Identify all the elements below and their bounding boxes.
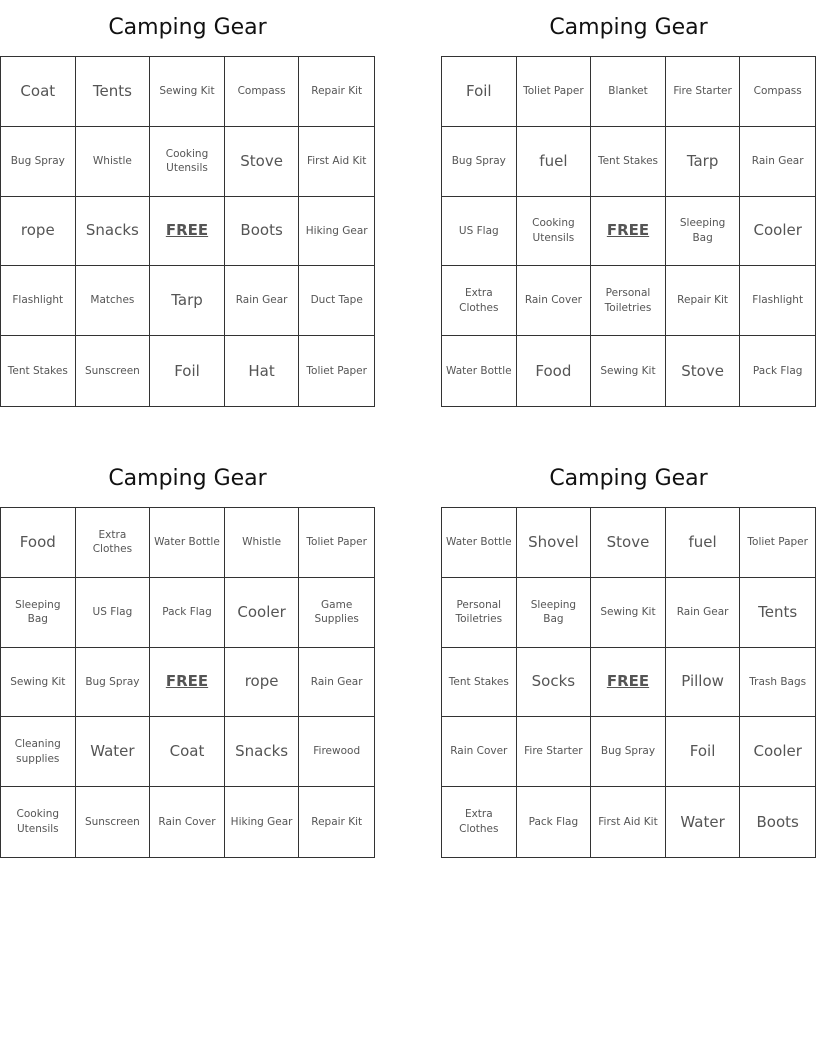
bingo-cell: Whistle (76, 127, 151, 197)
bingo-cell: Compass (225, 57, 300, 127)
bingo-cell: First Aid Kit (299, 127, 374, 197)
bingo-cell: Personal Toiletries (591, 266, 666, 336)
bingo-cell: Toliet Paper (299, 508, 374, 578)
bingo-cell: Pack Flag (752, 364, 803, 377)
bingo-card-4 (441, 464, 816, 859)
bingo-card-3 (0, 464, 375, 859)
bingo-cell: Toliet Paper (740, 508, 815, 578)
bingo-cell: Matches (76, 266, 151, 336)
bingo-cell: Whistle (225, 508, 300, 578)
bingo-cell: Stove (225, 127, 300, 197)
bingo-card-2 (441, 13, 816, 408)
free-space: FREE (591, 197, 666, 267)
bingo-cell: Tents (740, 578, 815, 648)
card-title: Camping Gear (108, 466, 267, 491)
bingo-cell: Cooking Utensils (150, 127, 225, 197)
bingo-cell: Shovel (517, 508, 592, 578)
bingo-cell: Pack Flag (517, 787, 592, 857)
bingo-cell: Trash Bags (740, 648, 815, 718)
bingo-cell: Foil (150, 336, 225, 406)
bingo-cell: Food (517, 336, 592, 406)
bingo-cell: Personal Toiletries (442, 578, 517, 648)
bingo-cell: Sleeping Bag (666, 197, 741, 267)
bingo-cell: Sunscreen (76, 336, 151, 406)
bingo-cell: Rain Gear (666, 578, 741, 648)
bingo-cell: Bug Spray (591, 717, 666, 787)
bingo-cell: Coat (1, 57, 76, 127)
bingo-cell: Boots (756, 812, 799, 831)
bingo-cell: Repair Kit (666, 266, 741, 336)
bingo-cell: Tent Stakes (591, 127, 666, 197)
bingo-cell: Hat (225, 336, 300, 406)
bingo-cell: Extra Clothes (76, 508, 151, 578)
bingo-cell: Tent Stakes (442, 648, 517, 718)
bingo-cell: Foil (442, 57, 517, 127)
bingo-cell: Foil (666, 717, 741, 787)
bingo-cell: Rain Cover (442, 717, 517, 787)
bingo-cell: Water Bottle (442, 508, 517, 578)
bingo-cell: Water (666, 787, 741, 857)
bingo-cell: Cooler (740, 197, 815, 267)
bingo-cell: Fire Starter (517, 717, 592, 787)
bingo-cell: Hiking Gear (225, 787, 300, 857)
bingo-cell: Socks (517, 648, 592, 718)
bingo-cell: Hiking Gear (299, 197, 374, 267)
bingo-cell: Rain Cover (150, 787, 225, 857)
bingo-cell: Tents (76, 57, 151, 127)
bingo-grid (0, 507, 375, 858)
free-space: FREE (591, 648, 666, 718)
bingo-grid (441, 56, 816, 407)
bingo-cell: Stove (666, 336, 741, 406)
bingo-cell: Fire Starter (666, 57, 741, 127)
bingo-cell: Pack Flag (150, 578, 225, 648)
card-title: Camping Gear (549, 15, 708, 40)
bingo-grid (0, 56, 375, 407)
bingo-cell: Sewing Kit (1, 648, 76, 718)
bingo-cell: Flashlight (1, 266, 76, 336)
bingo-cell: Cooler (225, 578, 300, 648)
bingo-cell: Bug Spray (442, 127, 517, 197)
bingo-cell: Stove (591, 508, 666, 578)
bingo-cell: Sewing Kit (591, 578, 666, 648)
bingo-cell: Cooking Utensils (1, 787, 76, 857)
bingo-cell: Rain Gear (740, 127, 815, 197)
bingo-cell: Sewing Kit (591, 336, 666, 406)
card-title: Camping Gear (108, 15, 267, 40)
bingo-cell: Repair Kit (299, 57, 374, 127)
bingo-cell: Blanket (591, 57, 666, 127)
bingo-cell: Snacks (76, 197, 151, 267)
bingo-cell: Repair Kit (311, 815, 363, 828)
bingo-cell: Bug Spray (1, 127, 76, 197)
bingo-cell: Bug Spray (76, 648, 151, 718)
bingo-cell: Rain Gear (225, 266, 300, 336)
bingo-cell: Cooler (740, 717, 815, 787)
card-title: Camping Gear (549, 466, 708, 491)
bingo-cell: rope (225, 648, 300, 718)
bingo-cell: Sleeping Bag (1, 578, 76, 648)
bingo-cell: Compass (740, 57, 815, 127)
bingo-cell: Snacks (225, 717, 300, 787)
bingo-cell: rope (1, 197, 76, 267)
bingo-cell: Firewood (299, 717, 374, 787)
bingo-cell: Tarp (666, 127, 741, 197)
bingo-cell: Cleaning supplies (1, 717, 76, 787)
bingo-cell: Cooking Utensils (517, 197, 592, 267)
bingo-cell: Flashlight (740, 266, 815, 336)
bingo-cell: Toliet Paper (517, 57, 592, 127)
bingo-cell: Food (1, 508, 76, 578)
bingo-cell: Pillow (666, 648, 741, 718)
bingo-cell: Water (76, 717, 151, 787)
bingo-cell: Tent Stakes (1, 336, 76, 406)
bingo-cell: Extra Clothes (442, 787, 517, 857)
bingo-cell: First Aid Kit (591, 787, 666, 857)
bingo-cell: Toliet Paper (306, 364, 367, 377)
bingo-cell: Coat (150, 717, 225, 787)
bingo-cell: Sewing Kit (150, 57, 225, 127)
bingo-cell: Sleeping Bag (517, 578, 592, 648)
bingo-cell: fuel (517, 127, 592, 197)
bingo-cell: US Flag (76, 578, 151, 648)
bingo-cell: Game Supplies (299, 578, 374, 648)
bingo-cell: Tarp (150, 266, 225, 336)
bingo-cell: Water Bottle (442, 336, 517, 406)
bingo-cell: US Flag (442, 197, 517, 267)
bingo-cell: Boots (225, 197, 300, 267)
bingo-cell: Sunscreen (76, 787, 151, 857)
free-space: FREE (150, 197, 225, 267)
bingo-cell: Water Bottle (150, 508, 225, 578)
bingo-cell: Rain Gear (299, 648, 374, 718)
bingo-cell: Rain Cover (517, 266, 592, 336)
bingo-card-1 (0, 13, 375, 408)
bingo-cell: Duct Tape (299, 266, 374, 336)
bingo-grid (441, 507, 816, 858)
free-space: FREE (150, 648, 225, 718)
bingo-cell: fuel (666, 508, 741, 578)
bingo-cell: Extra Clothes (442, 266, 517, 336)
